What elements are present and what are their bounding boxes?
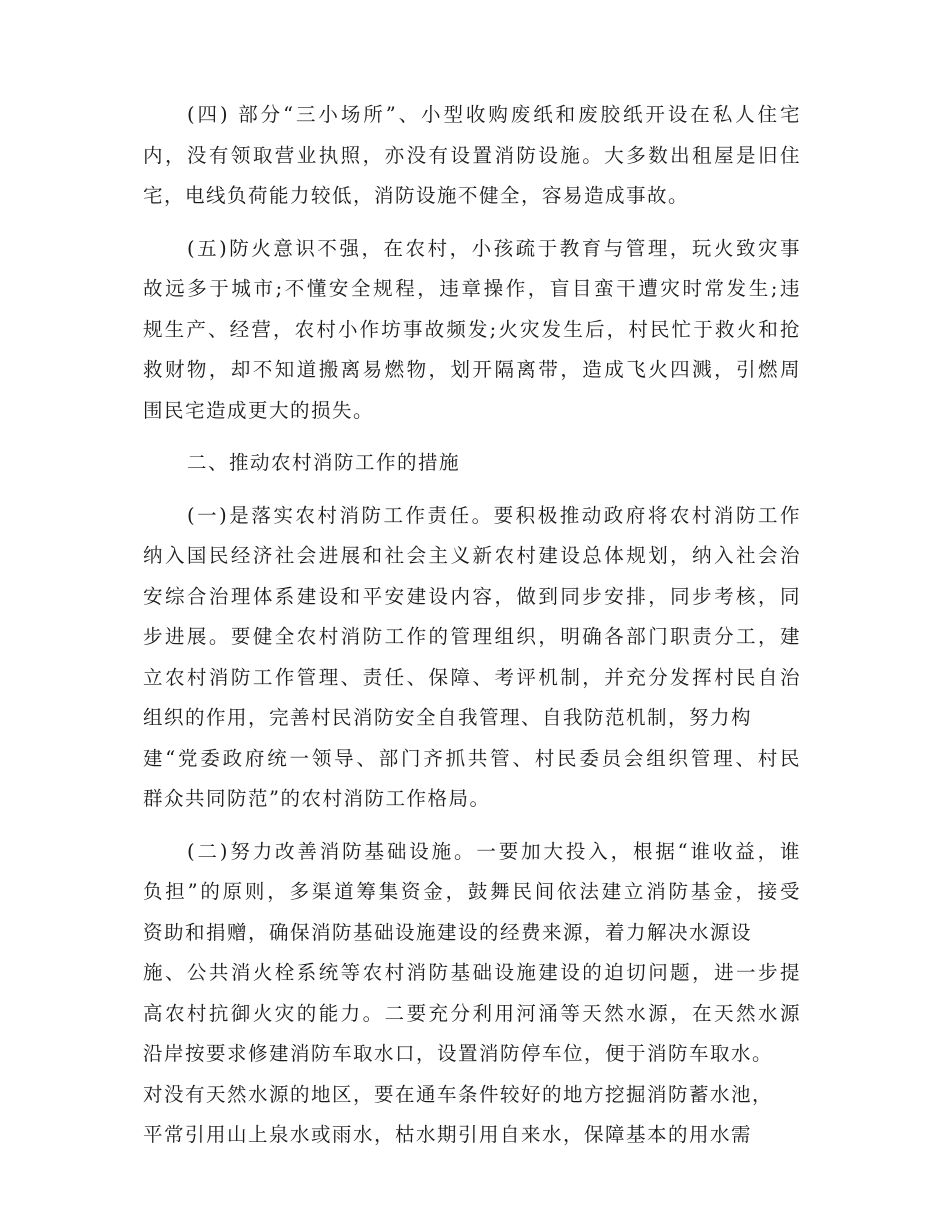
document-page <box>143 95 801 1168</box>
paragraph-4 <box>143 95 801 217</box>
text-line: 纳入国民经济社会进展和社会主义新农村建设总体规划，纳入社会治 <box>143 544 801 567</box>
text-line: 建“党委政府统一领导、部门齐抓共管、村民委员会组织管理、村民 <box>143 746 801 770</box>
section-heading <box>143 443 801 484</box>
text-line: 平常引用山上泉水或雨水，枯水期引用自来水，保障基本的用水需 <box>143 1123 753 1146</box>
text-line: 安综合治理体系建设和平安建设内容，做到同步安排，同步考核，同 <box>143 584 801 608</box>
text-line: (二)努力改善消防基础设施。一要加大投入，根据“谁收益，谁 <box>187 839 801 863</box>
text-line: (一)是落实农村消防工作责任。要积极推动政府将农村消防工作 <box>187 503 801 527</box>
text-line: (五)防火意识不强，在农村，小孩疏于教育与管理，玩火致灾事 <box>187 236 801 260</box>
text-line: 群众共同防范”的农村消防工作格局。 <box>143 787 491 810</box>
text-line: 步进展。要健全农村消防工作的管理组织，明确各部门职责分工，建 <box>143 625 801 648</box>
text-line: 故远多于城市;不懂安全规程，违章操作，盲目蛮干遭灾时常发生;违 <box>143 277 801 300</box>
text-line: 救财物，却不知道搬离易燃物，划开隔离带，造成飞火四溅，引燃周 <box>143 358 801 381</box>
text-line: 负担”的原则，多渠道筹集资金，鼓舞民间依法建立消防基金，接受 <box>143 880 801 903</box>
measure-paragraph-1 <box>143 496 801 820</box>
text-line: 宅，电线负荷能力较低，消防设施不健全，容易造成事故。 <box>143 184 690 207</box>
paragraph-5 <box>143 229 801 432</box>
text-line: (四) 部分“三小场所”、小型收购废纸和废胶纸开设在私人住宅 <box>187 103 801 126</box>
text-line: 高农村抗御火灾的能力。二要充分利用河涌等天然水源，在天然水源 <box>143 1001 801 1025</box>
text-line: 围民宅造成更大的损失。 <box>143 398 375 422</box>
text-line: 对没有天然水源的地区，要在通车条件较好的地方挖掘消防蓄水池， <box>143 1082 774 1106</box>
text-line: 沿岸按要求修建消防车取水口，设置消防停车位，便于消防车取水。 <box>143 1042 774 1065</box>
text-line: 资助和捐赠，确保消防基础设施建设的经费来源，着力解决水源设 <box>143 920 753 944</box>
text-line: 内，没有领取营业执照，亦没有设置消防设施。大多数出租屋是旧住 <box>143 143 801 167</box>
text-line: 规生产、经营，农村小作坊事故频发;火灾发生后，村民忙于救火和抢 <box>143 317 801 341</box>
measure-paragraph-2 <box>143 832 801 1156</box>
text-line: 立农村消防工作管理、责任、保障、考评机制，并充分发挥村民自治 <box>143 665 801 689</box>
section-heading-text: 二、推动农村消防工作的措施 <box>187 451 461 474</box>
text-line: 组织的作用，完善村民消防安全自我管理、自我防范机制，努力构 <box>143 706 753 729</box>
text-line: 施、公共消火栓系统等农村消防基础设施建设的迫切问题，进一步提 <box>143 961 801 984</box>
